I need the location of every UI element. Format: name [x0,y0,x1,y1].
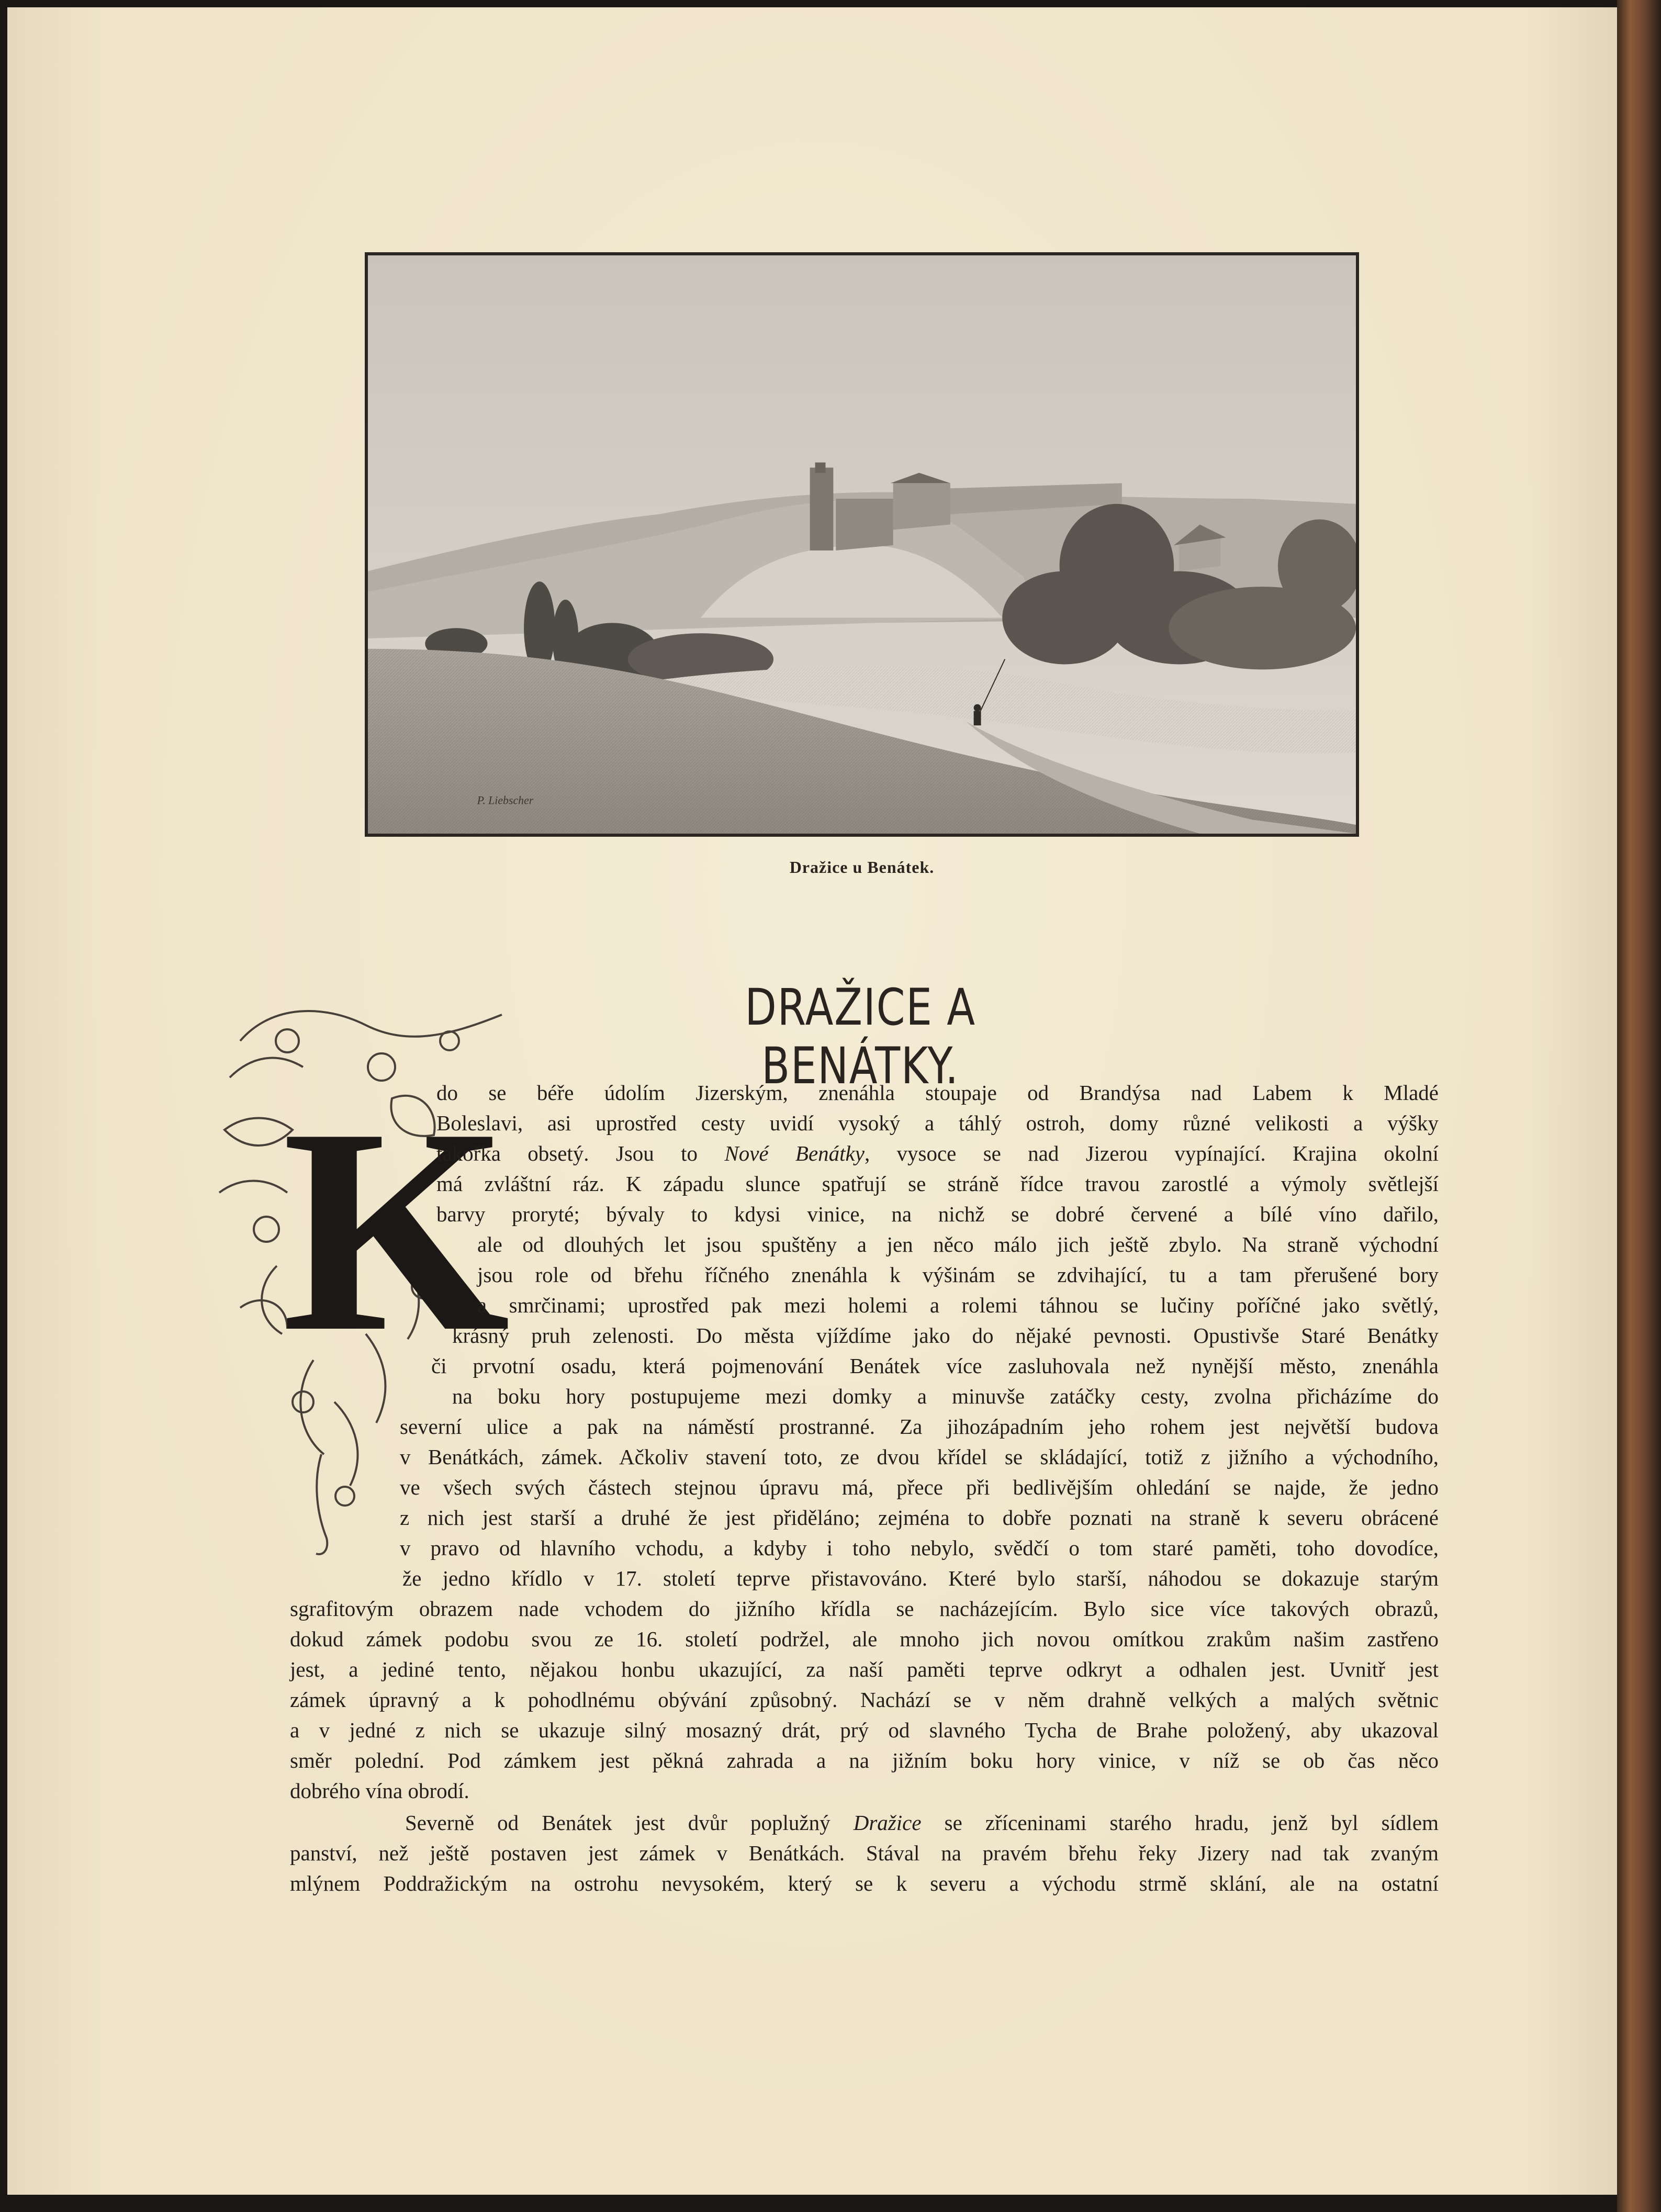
illustration-caption: Dražice u Benátek. [789,858,935,877]
text-line: sgrafitovým obrazem nade vchodem do jižního křídla se nacházejícím. Bylo sice více takových obrazů, [290,1597,1439,1621]
text-line: má zvláštní ráz. K západu slunce spatřují se stráně řídce travou zarostlé a výmoly světlejší [436,1172,1439,1196]
text-line: dokud zámek podobu svou ze 16. století podržel, ale mnoho jich novou omítkou zrakům našim zastřeno [290,1627,1439,1651]
text-line: dobrého vína obrodí. [290,1779,469,1803]
text-line: jest, a jediné tento, nějakou honbu ukazující, za naší paměti teprve odkryt a odhalen jest. Uvnitř jest [290,1657,1439,1681]
text-line: v pravo od hlavního vchodu, a kdyby i toho nebylo, svědčí o tom staré paměti, toho dovodíce, [400,1536,1439,1560]
paragraph-1-mid [452,1381,1439,1411]
book-spine-edge [1617,0,1661,2212]
text-line: či prvotní osadu, která pojmenování Benátek více zasluhovala než nynější město, znenáhla [431,1354,1439,1378]
text-line: v Benátkách, zámek. Ačkoliv stavení toto, ze dvou křídel se skládající, totiž z jižního a východního, [400,1445,1439,1469]
text-line: zámek úpravný a k pohodlnému obývání způsobný. Nachází se v něm drahně velkých a malých světnic [290,1688,1439,1712]
drop-cap-letter: K [282,1068,510,1393]
text-line: panství, než ještě postaven jest zámek v Benátkách. Stával na pravém břehu řeky Jizery nad tak zvaným [290,1841,1439,1865]
text-line: do se béře údolím Jizerským, znenáhla stoupaje od Brandýsa nad Labem k Mladé [436,1081,1439,1105]
text-line: Boleslavi, asi uprostřed cesty uvidí vysoký a táhlý ostroh, domy různé velikosti a výšky [436,1111,1439,1135]
text-line: takořka obsetý. Jsou to Nové Benátky, vysoce se nad Jizerou vypínající. Krajina okolní [436,1141,1439,1165]
text-line: krásný pruh zelenosti. Do města vjíždíme jako do nějaké pevnosti. Opustivše Staré Benátky [452,1323,1439,1348]
paragraph-1-full [402,1563,1439,1593]
artist-signature: P. Liebscher [477,794,534,807]
paragraph-1-mid [452,1320,1439,1351]
paragraph-1-full [290,1593,1439,1806]
italic-place-name: Dražice [853,1811,922,1835]
text-line: a v jedné z nich se ukazuje silný mosazný drát, prý od slavného Tycha de Brahe položený, aby ukazoval [290,1718,1439,1742]
text-line: ale od dlouhých let jsou spuštěny a jen něco málo jich ještě zbylo. Na straně východní [477,1232,1439,1256]
landscape-engraving [365,252,1359,837]
text-line: a smrčinami; uprostřed pak mezi holemi a rolemi táhnou se lučiny poříčné jako světlý, [477,1293,1439,1317]
text-line: ve všech svých částech stejnou úpravu má, přece při bedlivějším ohledání se najde, že jedno [400,1475,1439,1499]
book-page [7,7,1624,2195]
article-title: DRAŽICE A BENÁTKY. [745,978,976,1095]
text-line: barvy proryté; bývaly to kdysi vinice, na nichž se dobré červené a bílé víno dařilo, [436,1202,1439,1226]
text-line: že jedno křídlo v 17. století teprve přistavováno. Které bylo starší, náhodou se dokazuje starým [402,1566,1439,1590]
text-line: jsou role od břehu říčného znenáhla k výšinám se zdvihající, tu a tam přerušené bory [477,1263,1439,1287]
paragraph-2 [290,1807,1439,1899]
paragraph-1-top [436,1077,1439,1229]
text-line: na boku hory postupujeme mezi domky a minuvše zatáčky cesty, zvolna přicházíme do [452,1384,1439,1408]
italic-place-name: Nové Benátky [724,1141,865,1165]
text-line: Severně od Benátek jest dvůr poplužný Dražice se zříceninami starého hradu, jenž byl sídlem [405,1811,1439,1835]
paragraph-1-mid [431,1351,1439,1381]
paragraph-1-indented [477,1229,1439,1320]
text-line: z nich jest starší a druhé že jest přiděláno; zejména to dobře poznati na straně k severu obrácené [400,1506,1439,1530]
text-line: mlýnem Poddražickým na ostrohu nevysokém, který se k severu a východu strmě sklání, ale na ostatní [290,1871,1439,1895]
text-line: severní ulice a pak na náměstí prostranné. Za jihozápadním jeho rohem jest největší budova [400,1414,1439,1439]
text-line: směr polední. Pod zámkem jest pěkná zahrada a na jižním boku hory vinice, v níž se ob čas něco [290,1748,1439,1772]
paragraph-1-lower [400,1411,1439,1563]
